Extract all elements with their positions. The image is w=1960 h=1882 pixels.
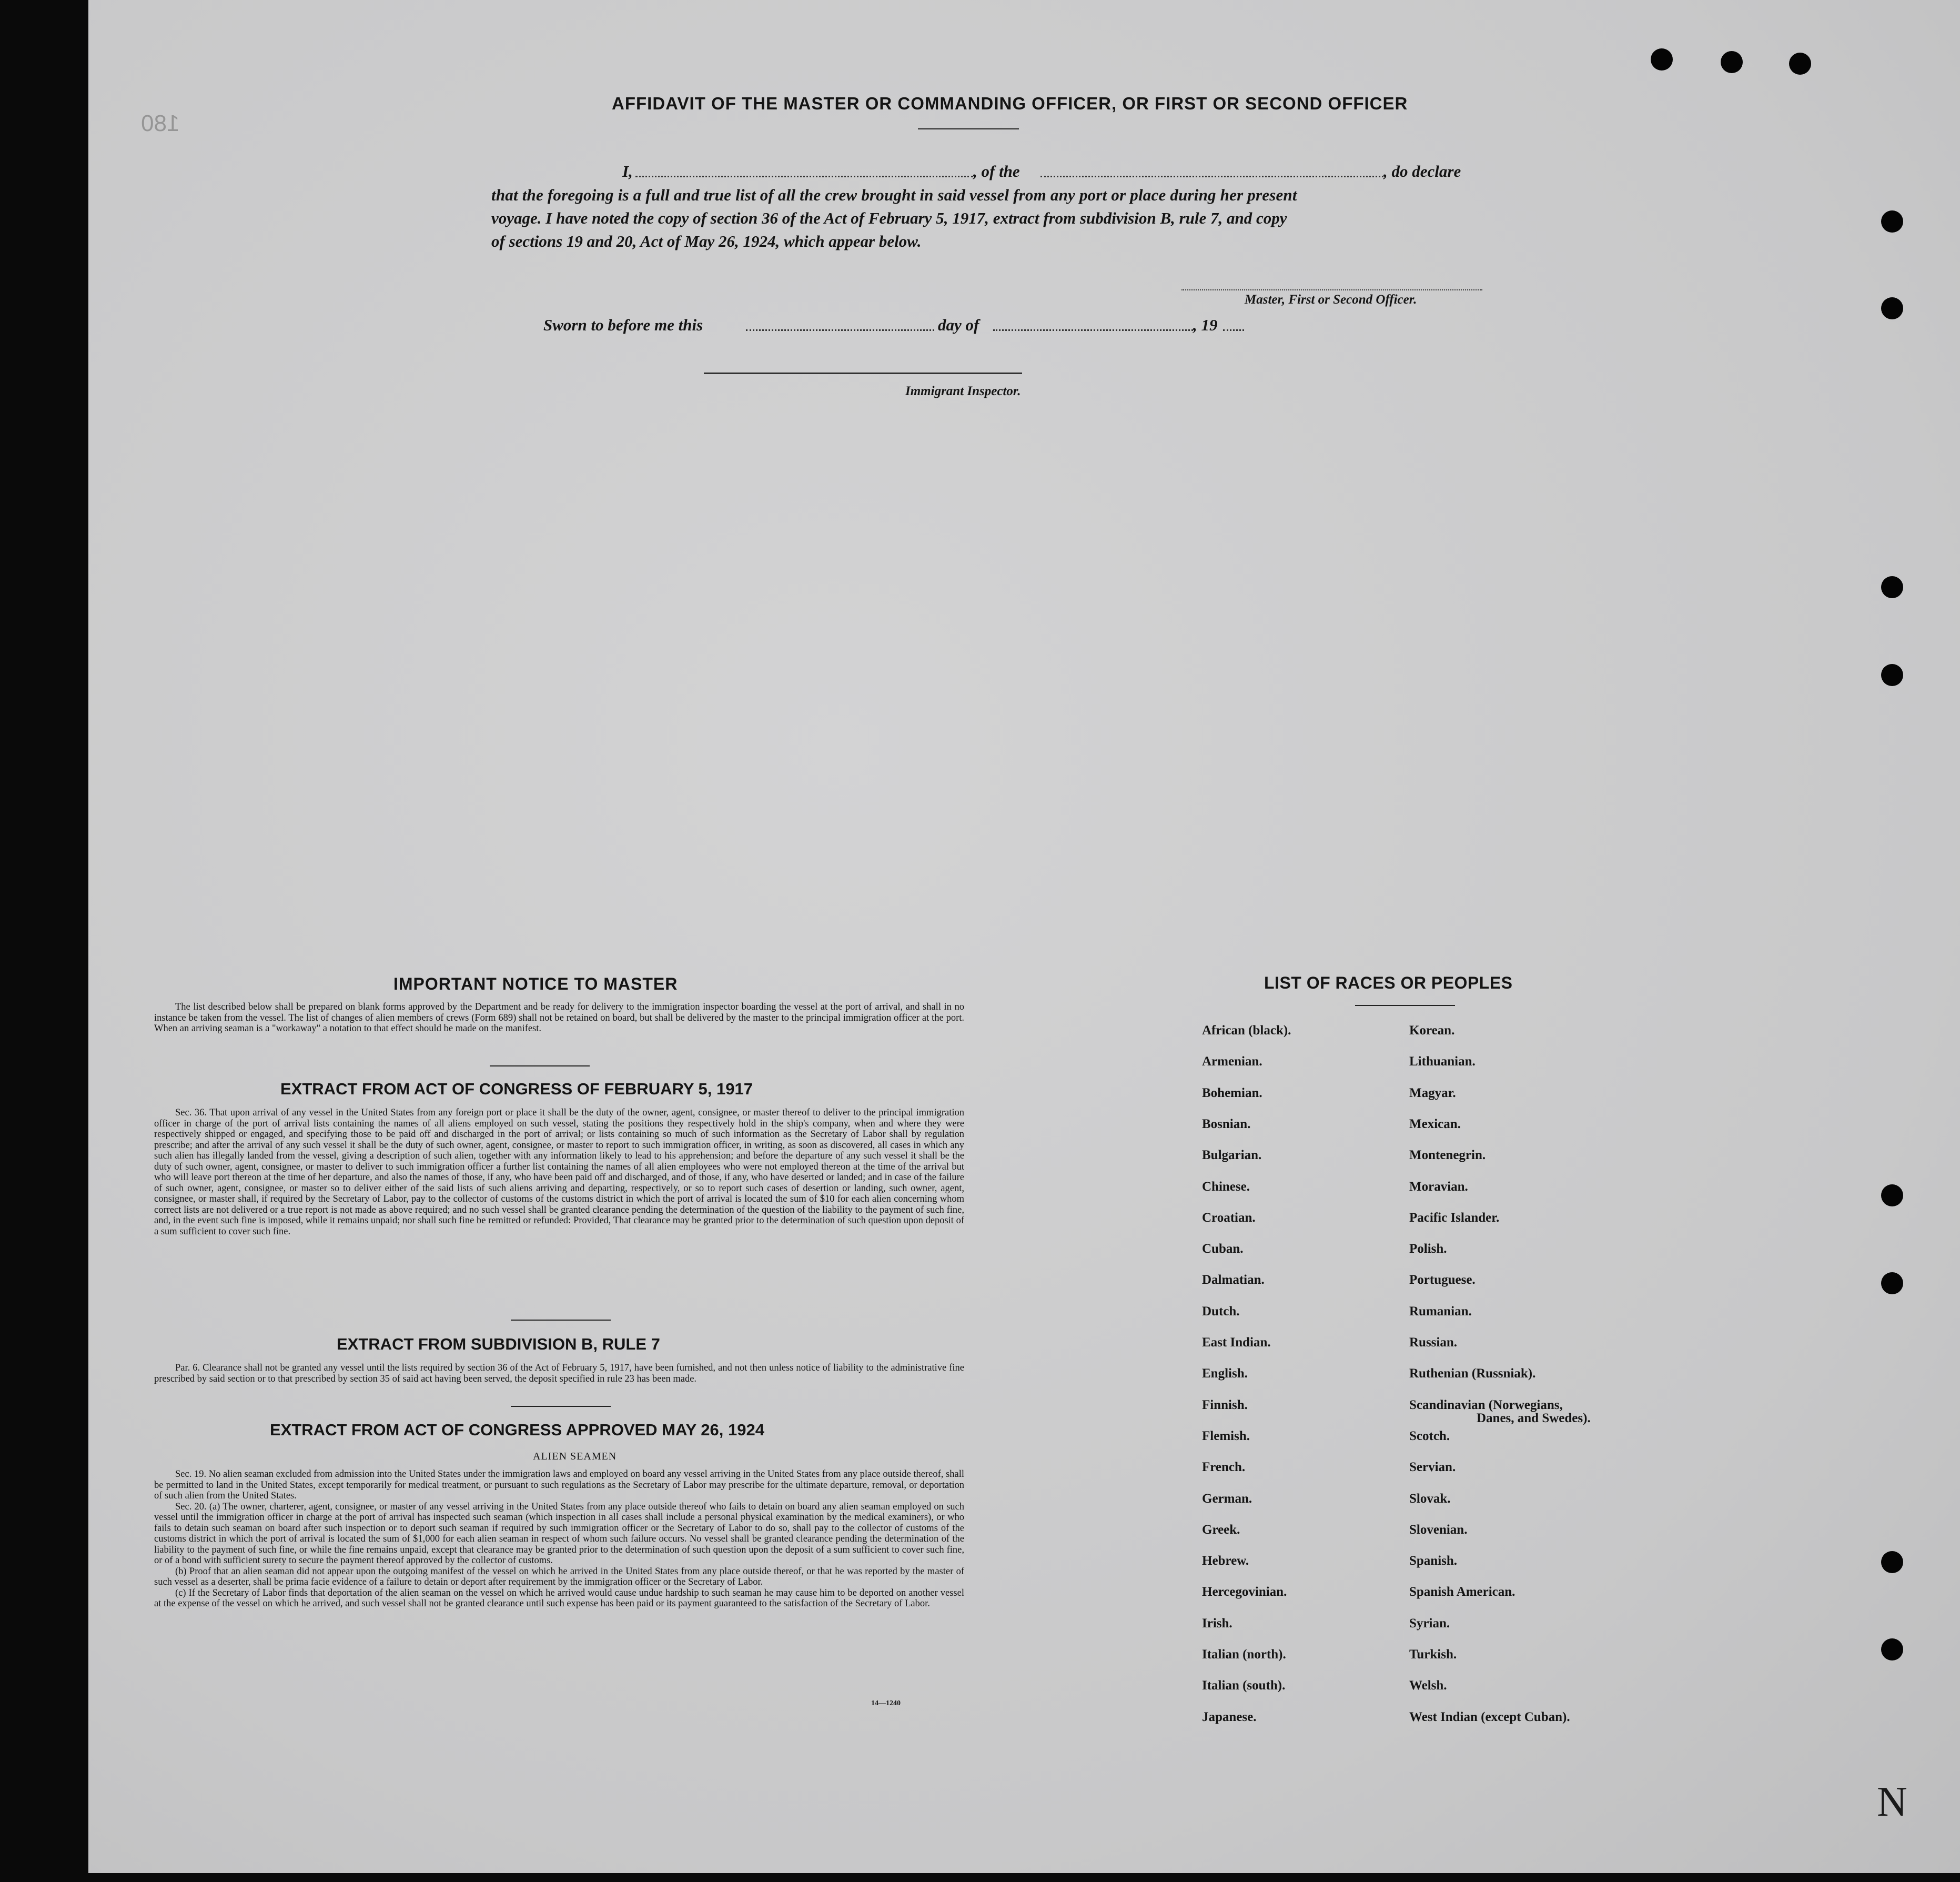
divider: [918, 128, 1019, 129]
punch-hole: [1881, 1272, 1903, 1294]
race-item: Greek.: [1202, 1523, 1240, 1537]
affidavit-line-4: of sections 19 and 20, Act of May 26, 1924, which appear below.: [491, 232, 922, 250]
affidavit-line-2: that the foregoing is a full and true list of all the crew brought in said vessel from any port or place during her present: [491, 186, 1297, 204]
race-item: Scotch.: [1409, 1429, 1450, 1443]
race-item: Spanish American.: [1409, 1585, 1516, 1599]
notice-paragraph: The list described below shall be prepared on blank forms approved by the Department and be ready for delivery to the immigration inspector boarding the vessel at the port of arrival, and shall in no instance be taken from the vessel. The list of changes of alien members of crews (Form 689) shall not be retained on board, but shall be delivered by the master to the principal immigration officer at the port. When an arriving seaman is a "workaway" a notation to that effect should be made on the manifest.: [154, 1002, 964, 1034]
section-36-paragraph: Sec. 36. That upon arrival of any vessel in the United States from any foreign port or place it shall be the duty of the owner, agent, consignee, or master thereof to deliver to the principal immigration officer in charge of the port of arrival lists containing the names of all aliens employed on such vessel, stating the positions they respectively hold in the ship's company, when and where they were respectively shipped or engaged, and specifying those to be paid off and discharged in the port of arrival; or lists containing so much of such information as the Secretary of Labor shall by regulation prescribe; and after the arrival of any such vessel it shall be the duty of such owner, agent, consignee, or master to report to such immigration officer, in writing, as soon as discovered, all cases in which any such alien has illegally landed from the vessel, giving a description of such alien, together with any information likely to lead to his apprehension; and before the departure of any such vessel it shall be the duty of such owner, agent, consignee, or master to deliver to such immigration officer a further list containing the names of all alien employees who were not employed thereon at the time of the arrival but who will leave port thereon at the time of her departure, and also the names of those, if any, who have been paid off and discharged, and of those, if any, who have deserted or landed; and in case of the failure of such owner, agent, consignee, or master so to deliver either of the said lists of such aliens arriving and departing, respectively, or so to report such cases of desertion or landing, such owner, agent, consignee, or master shall, if required by the Secretary of Labor, pay to the collector of customs of the customs district in which the port of arrival is located the sum of $10 for each alien concerning whom correct lists are not delivered or a true report is not made as above required; and no such vessel shall be granted clearance pending the determination of the question of the liability to the payment of such fine, and, in the event such fine is imposed, while it remains unpaid; nor shall such fine be remitted or refunded: Provided, That clearance may be granted prior to the determination of such question upon deposit of a sum sufficient to cover such fine.: [154, 1108, 964, 1237]
race-item: Pacific Islander.: [1409, 1211, 1500, 1225]
race-item: Japanese.: [1202, 1710, 1257, 1724]
section-20c-paragraph: (c) If the Secretary of Labor finds that deportation of the alien seaman on the vessel on which he arrived would cause undue hardship to such seaman he may cause him to be deported on another vessel at the expense of the vessel on which he arrived, and such vessel shall not be granted clearance until such expense has been paid or its payment guaranteed to the satisfaction of the Secretary of Labor.: [154, 1587, 964, 1609]
punch-hole: [1881, 1551, 1903, 1573]
race-item: French.: [1202, 1460, 1246, 1474]
affidavit-line-1: [493, 162, 1614, 183]
race-item: Slovenian.: [1409, 1523, 1468, 1537]
section-19-paragraph: Sec. 19. No alien seaman excluded from admission into the United States under the immigration laws and employed on board any vessel arriving in the United States from any place outside thereof, shall be permitted to land in the United States, except temporarily for medical treatment, or pursuant to such regulations as the Secretary of Labor may prescribe for the ultimate departure, removal, or deportation of such alien from the United States.: [154, 1469, 964, 1501]
races-title: LIST OF RACES OR PEOPLES: [1264, 973, 1513, 992]
race-item: English.: [1202, 1366, 1248, 1381]
race-item: West Indian (except Cuban).: [1409, 1710, 1570, 1724]
rule7-text: [154, 1363, 964, 1384]
punch-hole: [1881, 664, 1903, 686]
inspector-label: Immigrant Inspector.: [905, 384, 1021, 398]
day-of-label: day of: [938, 316, 979, 334]
punch-hole: [1881, 576, 1903, 598]
race-item: Slovak.: [1409, 1492, 1451, 1506]
race-item: Hebrew.: [1202, 1554, 1249, 1568]
race-item: Bosnian.: [1202, 1117, 1251, 1131]
race-item: Portuguese.: [1409, 1273, 1476, 1287]
race-item: German.: [1202, 1492, 1252, 1506]
i-label: I,: [622, 162, 633, 180]
form-number: 14—1240: [871, 1699, 901, 1707]
sworn-year-field[interactable]: [1223, 329, 1244, 331]
race-item: Chinese.: [1202, 1180, 1250, 1194]
race-item: Italian (south).: [1202, 1678, 1286, 1693]
race-item: Welsh.: [1409, 1678, 1447, 1693]
extract-1924-title: EXTRACT FROM ACT OF CONGRESS APPROVED MAY 26, 1924: [270, 1421, 764, 1439]
race-item-continuation: Danes, and Swedes).: [1477, 1411, 1591, 1425]
race-item: Irish.: [1202, 1616, 1232, 1631]
race-item: Syrian.: [1409, 1616, 1450, 1631]
rule7-title: EXTRACT FROM SUBDIVISION B, RULE 7: [337, 1335, 660, 1353]
punch-hole: [1789, 53, 1811, 75]
vessel-field[interactable]: [1040, 176, 1383, 177]
race-item: Rumanian.: [1409, 1304, 1472, 1319]
race-item: Hercegovinian.: [1202, 1585, 1287, 1599]
race-item: Korean.: [1409, 1023, 1455, 1038]
race-item: Bulgarian.: [1202, 1148, 1262, 1162]
extract-1917-text: [154, 1108, 964, 1237]
section-20b-paragraph: (b) Proof that an alien seaman did not appear upon the outgoing manifest of the vessel on which he arrived in the United States from any place outside thereof, or that he was reported by the master of such vessel as a deserter, shall be prima facie evidence of a failure to detain or deport after requirement by the immigration officer or the Secretary of Labor.: [154, 1566, 964, 1587]
year-label: , 19: [1193, 316, 1218, 334]
sworn-day-field[interactable]: [746, 329, 934, 331]
rule7-paragraph: Par. 6. Clearance shall not be granted any vessel until the lists required by section 36 of the Act of February 5, 1917, have been furnished, and not then unless notice of liability to the administrative fine prescribed by said section or to that prescribed by section 35 of said act having been served, the deposit specified in rule 23 has been made.: [154, 1363, 964, 1384]
race-item: Polish.: [1409, 1242, 1447, 1256]
margin-stamp: 180: [141, 110, 180, 136]
extract-1917-title: EXTRACT FROM ACT OF CONGRESS OF FEBRUARY 5, 1917: [280, 1080, 753, 1098]
race-item: Montenegrin.: [1409, 1148, 1486, 1162]
of-the-label: , of the: [973, 162, 1020, 180]
race-item: Moravian.: [1409, 1180, 1468, 1194]
alien-seamen-subtitle: ALIEN SEAMEN: [533, 1451, 617, 1462]
section-20a-paragraph: Sec. 20. (a) The owner, charterer, agent, consignee, or master of any vessel arriving in the United States from any place outside thereof who fails to detain on board any alien seaman employed on such vessel until the immigration officer in charge at the port of arrival has inspected such seaman (which inspection in all cases shall include a personal physical examination by the medical examiners), or who fails to detain such seaman on board after such inspection or to deport such seaman if required by such immigration officer or the Secretary of Labor to do so, shall pay to the collector of customs of the customs district in which the port of arrival is located the sum of $1,000 for each alien seaman in respect of whom such failure occurs. No vessel shall be granted clearance pending the determination of the liability to the payment of such fine, or while the fine remains unpaid, except that clearance may be granted prior to the determination of such question upon the deposit of a sum sufficient to cover such fine, or of a bond with sufficient surety to secure the payment thereof approved by the collector of customs.: [154, 1501, 964, 1566]
inspector-signature-line[interactable]: [704, 373, 1022, 374]
race-item: Dalmatian.: [1202, 1273, 1265, 1287]
punch-hole: [1651, 48, 1673, 71]
race-item: Russian.: [1409, 1335, 1458, 1350]
race-item: Mexican.: [1409, 1117, 1461, 1131]
punch-hole: [1881, 1184, 1903, 1206]
document-page: [88, 0, 1960, 1873]
races-column-1: [1202, 1023, 1402, 1728]
race-item: Finnish.: [1202, 1398, 1248, 1412]
race-item: Italian (north).: [1202, 1647, 1286, 1662]
race-item: Bohemian.: [1202, 1086, 1262, 1100]
race-item: Cuban.: [1202, 1242, 1244, 1256]
races-column-2: [1409, 1023, 1672, 1728]
notice-title: IMPORTANT NOTICE TO MASTER: [393, 974, 678, 993]
race-item: Lithuanian.: [1409, 1054, 1476, 1069]
race-item: Turkish.: [1409, 1647, 1457, 1662]
notice-text: [154, 1002, 964, 1034]
race-item: Ruthenian (Russniak).: [1409, 1366, 1536, 1381]
race-item: Scandinavian (Norwegians,: [1409, 1398, 1563, 1412]
race-item: Spanish.: [1409, 1554, 1458, 1568]
punch-hole: [1881, 210, 1903, 233]
race-item: Magyar.: [1409, 1086, 1456, 1100]
extract-1924-text: [154, 1469, 964, 1609]
race-item: East Indian.: [1202, 1335, 1271, 1350]
punch-hole: [1721, 51, 1743, 73]
master-label: Master, First or Second Officer.: [1245, 293, 1417, 307]
name-field[interactable]: [635, 176, 973, 177]
sworn-month-field[interactable]: [993, 329, 1193, 331]
sworn-line: [543, 316, 1385, 337]
corner-mark: N: [1877, 1779, 1907, 1825]
race-item: Servian.: [1409, 1460, 1456, 1474]
divider: [511, 1320, 611, 1321]
race-item: Dutch.: [1202, 1304, 1240, 1319]
sworn-label: Sworn to before me this: [543, 316, 703, 334]
divider: [490, 1065, 590, 1066]
race-item: Croatian.: [1202, 1211, 1256, 1225]
affidavit-line-3: voyage. I have noted the copy of section 36 of the Act of February 5, 1917, extract from subdivision B, rule 7, and copy: [491, 209, 1287, 227]
punch-hole: [1881, 1638, 1903, 1660]
race-item: Flemish.: [1202, 1429, 1250, 1443]
race-item: African (black).: [1202, 1023, 1291, 1038]
race-item: Armenian.: [1202, 1054, 1262, 1069]
divider: [511, 1406, 611, 1407]
master-signature-field[interactable]: [1181, 289, 1482, 290]
do-declare-label: , do declare: [1383, 162, 1461, 180]
divider: [1355, 1005, 1455, 1006]
punch-hole: [1881, 297, 1903, 319]
affidavit-title: AFFIDAVIT OF THE MASTER OR COMMANDING OFFICER, OR FIRST OR SECOND OFFICER: [612, 94, 1408, 113]
